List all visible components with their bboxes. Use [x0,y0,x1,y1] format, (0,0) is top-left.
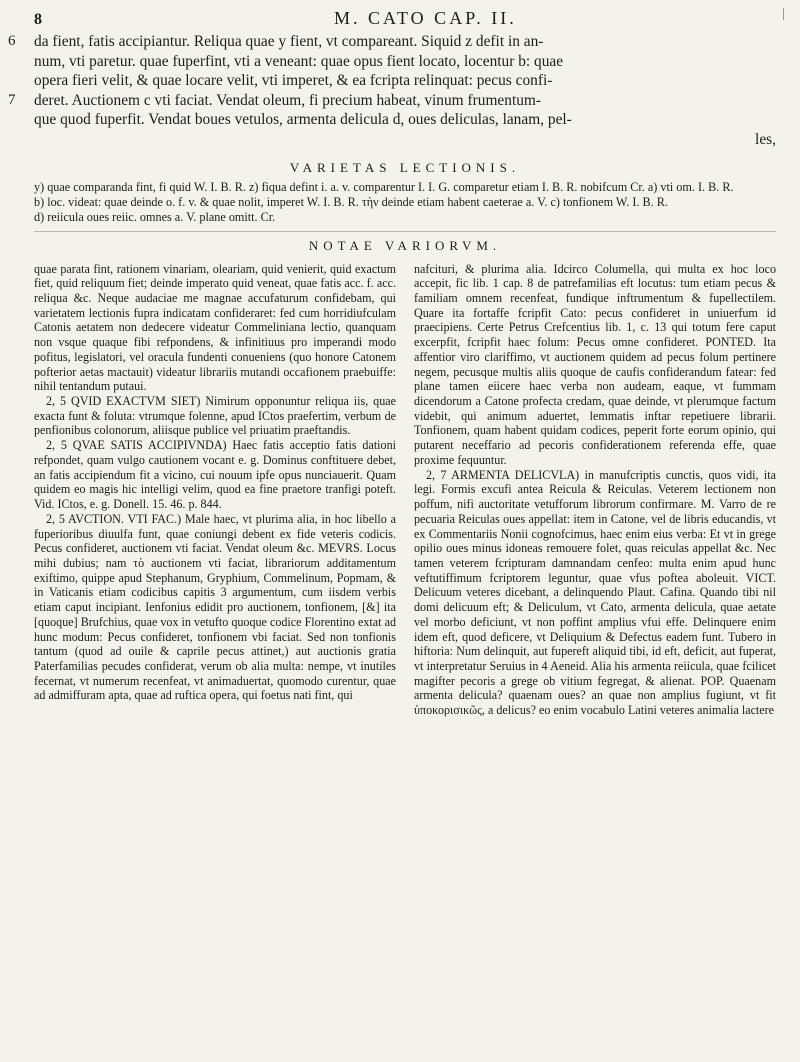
main-line [8,32,776,52]
variant-item: z) fiqua defint i. a. v. comparentur I. I. G. comparetur etiam I. B. R. nobifcum Cr. [248,179,645,194]
note-paragraph: 2, 5 QVAE SATIS ACCIPIVNDA) Haec fatis acceptio fatis dationi refpondet, quam vulgo cautionem vocant e. g. Dominus conftituere debet, an fatis accipiendum fit a vicino, cui nouum ipfe opus nunciauerit. Quam quidem eo magis hic intelligi velim, quod ea fine praetore tranfigi poteft. Vid. ICtos, e. g. Donell. 15. 46. p. 844. [34,438,396,512]
variants-heading: VARIETAS LECTIONIS. [289,159,521,175]
main-text [8,32,776,150]
note-paragraph: quae parata fint, rationem vinariam, oleariam, quid venierit, quid exactum fiet, quid reliquum fiet; deinde imperato quid veneat, quae fatis acc. f. acc. reliqua &c. Neque audaciae me magnae accufaturum confidebam, qui varietatem lectionis fupra indicatam confideraret: fed cum horridiufculam Catonis aetatem non dedecere videatur Commeliniana lectio, quanquam non vsque quaque fibi refpondens, & infinitiuus pro imperandi modo pofitus, legislatori, vel oracula fundenti conueniens (quo honore Catonem pofterior aetas mactauit) videatur librariis mutandi occafionem praebuiffe: nihil tentandum putaui. [34,261,396,394]
margin-mark [783,8,790,20]
notes-heading: NOTAE VARIORVM. [308,237,502,253]
main-line [34,52,776,72]
page-number: 8 [34,11,42,28]
main-line [8,91,776,111]
main-line-text: num, vti paretur. quae fuperfint, vti a veneant: quae opus fient locato, locentur b: quae [34,52,564,70]
main-line-text: les, [755,130,776,148]
main-line-text: que quod fuperfit. Vendat boues vetulos, armenta delicula d, oues deliculas, lanam, pel- [34,111,572,129]
note-paragraph: 2, 7 ARMENTA DELICVLA) in manufcriptis cunctis, quos vidi, ita legi. Formis excufi antea Reicula & Reiculas. Veterem lectionem non poffum, nifi auctoritate vetufforum librorum confirmare. M. Varro de re pecuaria Reiculas oues appellat: item in Catone, vel de libris educandis, vt ex Commentariis Nonii cognofcimus, haec enim eius verba: Et vt in grege opilio oues minus idoneas remouere folet, quas reiculas appellat &c. Nec tamen veterem fcripturam damnandam cenfeo: multa enim apud hunc veftutiffimum fcriptorem leguntur, quae vfus poftea aboleuit. VICT. Delicuum veteres dicebant, a delinquendo Plaut. Cafina. Quando tibi nil domi delicuum eft; & Deliculum, vt Cato, armenta delicula, quae aetate vel morbo deficiunt, vt non poffint amplius vfui effe. Delinquere enim idem eft, quod deficere, vt Deliquium & Defectus eadem funt. Tubero in hiftoria: Num delinquit, aut fupereft aliquid tibi, id eft, deficit, aut fuperat, vt interpretatur Seruius in 4 Aeneid. Alia his armenta reiicula, quae fcilicet magifter pecoris a grege ob vitium fegregat, & alienat. POP. Quaenam armenta delicula? quaenam oues? an quae non amplius fugiunt, vt fit ὑποκορισικῶς, a delicus? eo enim vocabulo Latini veteres animalia lactere [414,467,776,718]
note-paragraph: 2, 5 AVCTION. VTI FAC.) Male haec, vt plurima alia, in hoc libello a fuperioribus diuulfa funt, quae coniungi debent ex fide veteris codicis. Pecus confideret, auctionem vti faciat. Vendat oleum &c. MEVRS. Locus mihi dubius; nam τὸ auctionem vti faciat, librariorum additamentum exiftimo, quippe apud Stephanum, Gryphium, Commelinum, Popmam, & in Vaticanis etiam codicibus capitis 3 argumentum, cum iisdem verbis etiam caput incipiant. Ienfonius edidit pro auctionem, tonfionem, [&] ita [quoque] Brufchius, quae vox in vetufto quoque codice Florentino extat ad hunc modum: Pecus confideret, tonfionem vbi faciat. Sed non tonfionis tantum (quod ad ouile & caprile pecus attinet,) aut auctionis gratia Paterfamilias pecudes confiderat, verum ob alia multa: nempe, vt inutiles fecernat, vt numerum recenfeat, vt animaduertat, quomodo curentur, quae ad admiffuram apta, quae ad ruftica opera, qui foetus nati fint, qui [34,511,396,703]
notes-left-column [34,262,396,718]
page-header [34,8,776,28]
notes-columns [34,262,776,718]
main-line-text: opera fieri velit, & quae locare velit, vti imperet, & ea fcripta relinquat: pecus confi- [34,72,553,90]
variant-item: y) quae comparanda fint, fi quid W. I. B. R. [34,179,246,194]
main-line [34,110,776,130]
note-paragraph: nafcituri, & plurima alia. Idcirco Columella, qui multa ex hoc loco accepit, fic lib. 1 cap. 8 de patrefamilias eft locutus: tum etiam pecus & familiam omnem recenfeat, fundique inftrumentum & fupellectilem. Quare ita fortaffe fcripfit Cato: pecus confideret in uniuerfum id praecipiens. Certe Petrus Crefcentius lib. 1, c. 13 qui totum fere caput excerpfit, fcripfit haec folum: Pecus omne confideret. PONTED. Ita affentior viro clariffimo, vt auctionem quidem ad pecus folum pertinere negem, pecusque multis aliis quoque de caufis confiderandum fatear: fed plane tamen eiicere haec verba non audeam, eaque, vt fummam dicendorum a Catone profecta credam, quae deinde, vt plerumque factum videbit, qui animum aduertet, lemmatis inftar repetiuere librarii. Tonfionem, quam habent quidam codices, peperit forte eorum opinio, qui putarent neceffario ad pecoris confiderationem referenda effe, quae proxime fequuntur. [414,261,776,467]
main-line-text: deret. Auctionem c vti faciat. Vendat oleum, fi precium habeat, vinum frumentum- [34,91,542,109]
line-number: 6 [8,33,16,49]
variant-item: c) tonfionem W. I. B. R. [550,194,668,209]
main-line-text: da fient, fatis accipiantur. Reliqua quae y fient, vt compareant. Siquid z defit in an- [34,33,544,50]
note-paragraph: 2, 5 QVID EXACTVM SIET) Nimirum opponuntur reliqua iis, quae exacta funt & foluta: vtrumque folenne, apud ICtos praefertim, verbum de penfionibus colonorum, aliisque publice vel priuatim praeftandis. [34,394,396,438]
line-number: 7 [8,91,16,108]
variant-readings [34,180,776,232]
variant-item: a) vti om. I. B. R. [647,179,734,194]
running-head: M. CATO CAP. II. [334,8,517,28]
main-line [34,71,776,91]
variant-item: b) loc. videat: quae deinde o. f. v. & quae nolit, imperet W. I. B. R. τὴν deinde etiam habent caeterae a. V. [34,194,548,209]
notes-right-column [414,262,776,718]
main-line [34,130,776,150]
variant-item: d) reiicula oues reiic. omnes a. V. plane omitt. Cr. [34,209,276,224]
